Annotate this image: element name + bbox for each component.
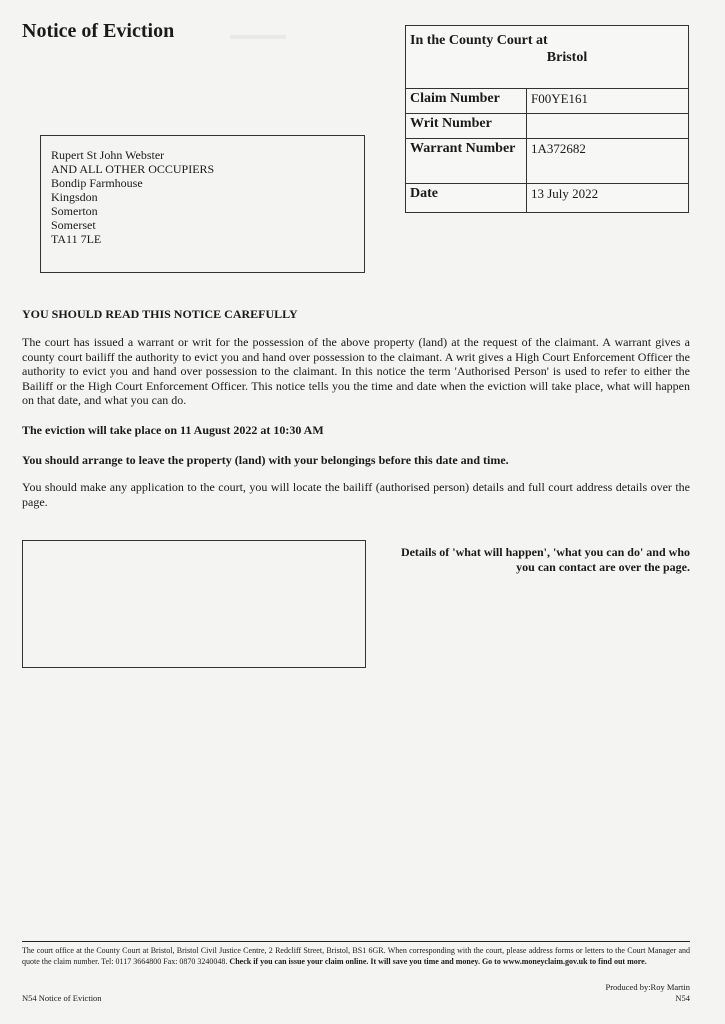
warrant-number-label: Warrant Number (406, 139, 527, 184)
address-line: TA11 7LE (51, 232, 102, 246)
court-row-claim-number (406, 89, 689, 114)
warrant-explanation-paragraph: The court has issued a warrant or writ for the possession of the above property (land) at the request of the claimant. A warrant gives a county court bailiff the authority to evict you and hand over possession to the claimant. A writ gives a High Court Enforcement Officer the authority to evict you and hand over possession to the claimant. In this notice the term 'Authorised Person' is used to refer to either the Bailiff or the High Court Enforcement Officer. This notice tells you the time and date when the eviction will take place, what will happen on that date, and what you can do. (22, 335, 690, 407)
blank-stamp-box (22, 540, 366, 668)
address-line: Kingsdon (51, 190, 98, 204)
court-heading-line2: Bristol (546, 50, 588, 65)
footer-online-claim-text: Check if you can issue your claim online. It will save you time and money. Go to www.moneyclaim.gov.uk to find out more. (229, 957, 647, 966)
page-title: Notice of Eviction (22, 20, 175, 42)
claim-number-value: F00YE161 (527, 89, 689, 114)
warrant-number-value: 1A372682 (527, 139, 689, 184)
eviction-date-statement: The eviction will take place on 11 August 2022 at 10:30 AM (22, 423, 324, 437)
footer-plain-text: The court office at the County Court at Bristol, Bristol Civil Justice Centre, 2 Redcliff Street, Bristol, BS1 6GR. When corresponding with the court, please address forms or letters to the Court Manager and quote the claim number. Tel: 0117 3664800 Fax: 0870 3240048. (22, 946, 690, 966)
footer-divider (22, 941, 690, 942)
form-number: N54 (675, 993, 690, 1003)
recipient-address-box (40, 135, 365, 273)
address-line: Somerton (51, 204, 98, 218)
court-heading (406, 26, 689, 89)
application-paragraph: You should make any application to the court, you will locate the bailiff (authorised person) details and full court address details over the page. (22, 480, 690, 509)
arrange-to-leave-statement: You should arrange to leave the property (land) with your belongings before this date and time. (22, 453, 509, 467)
date-value: 13 July 2022 (527, 184, 689, 213)
read-carefully-heading: YOU SHOULD READ THIS NOTICE CAREFULLY (22, 307, 298, 321)
court-row-date (406, 184, 689, 213)
produced-by-block (605, 982, 690, 1004)
address-line: AND ALL OTHER OCCUPIERS (51, 162, 215, 176)
produced-by: Produced by:Roy Martin (605, 982, 690, 992)
address-line: Somerset (51, 218, 96, 232)
date-label: Date (406, 184, 527, 213)
court-heading-line1: In the County Court at (410, 33, 548, 48)
claim-number-label: Claim Number (406, 89, 527, 114)
court-details-table (405, 25, 689, 213)
writ-number-label: Writ Number (406, 114, 527, 139)
reverse-side-bleed (230, 30, 286, 42)
form-code: N54 Notice of Eviction (22, 993, 102, 1003)
address-line: Bondip Farmhouse (51, 176, 143, 190)
address-line: Rupert St John Webster (51, 148, 165, 162)
details-over-page-note: Details of 'what will happen', 'what you can do' and who you can contact are over the page. (400, 545, 690, 574)
court-row-warrant-number (406, 139, 689, 184)
court-row-writ-number (406, 114, 689, 139)
footer-court-office-text (22, 945, 690, 967)
writ-number-value (527, 114, 689, 139)
